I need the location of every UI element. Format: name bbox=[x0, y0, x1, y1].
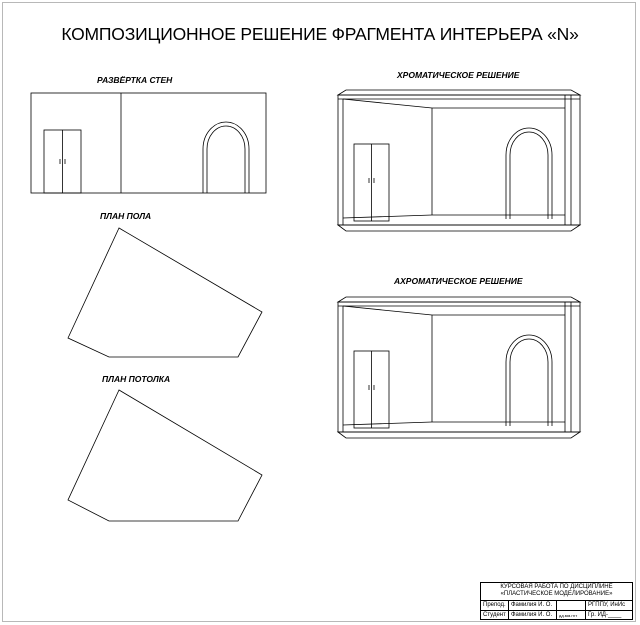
university: РГППУ, ИнИс bbox=[588, 602, 626, 608]
room-outline bbox=[338, 302, 580, 432]
arch-doorway-icon bbox=[506, 335, 552, 426]
course-line-1: КУРСОВАЯ РАБОТА ПО ДИСЦИПЛИНЕ bbox=[500, 584, 613, 590]
achromatic-solution-label: АХРОМАТИЧЕСКОЕ РЕШЕНИЕ bbox=[394, 276, 523, 286]
teacher-date-cell bbox=[557, 601, 586, 610]
arch-doorway-icon bbox=[203, 122, 249, 193]
student-role: Студент bbox=[481, 611, 509, 620]
student-name: Фамилия И. О. bbox=[509, 611, 557, 620]
floor-slab bbox=[338, 432, 580, 438]
ceiling-plan-polygon bbox=[68, 390, 262, 521]
ceiling-plan-label: ПЛАН ПОТОЛКА bbox=[102, 374, 171, 384]
room-outline bbox=[338, 95, 580, 225]
door-icon bbox=[44, 130, 81, 193]
back-wall-top-left bbox=[343, 306, 432, 315]
chromatic-solution-label: ХРОМАТИЧЕСКОЕ РЕШЕНИЕ bbox=[397, 70, 520, 80]
ceiling-slab bbox=[338, 90, 580, 95]
floor-plan-label: ПЛАН ПОЛА bbox=[100, 211, 152, 221]
wall-development-label: РАЗВЁРТКА СТЕН bbox=[97, 75, 173, 85]
achromatic-room-perspective bbox=[338, 297, 580, 438]
title-block-stamp bbox=[480, 582, 633, 620]
back-wall-top-left bbox=[343, 99, 432, 108]
chromatic-room-perspective bbox=[338, 90, 580, 231]
submission-date: дд.мм.гггг bbox=[557, 611, 586, 620]
teacher-name: Фамилия И. О. bbox=[509, 601, 557, 610]
door-icon bbox=[354, 144, 389, 221]
wall-development-drawing bbox=[31, 93, 266, 193]
teacher-role: Препод. bbox=[481, 601, 509, 610]
door-icon bbox=[354, 351, 389, 428]
course-title bbox=[481, 584, 632, 598]
wall-development-outline bbox=[31, 93, 266, 193]
floor-slab bbox=[338, 225, 580, 231]
arch-doorway-icon bbox=[506, 128, 552, 219]
group-number: Гр. ИД-____ bbox=[588, 612, 622, 618]
course-line-2: «ПЛАСТИЧЕСКОЕ МОДЕЛИРОВАНИЕ» bbox=[500, 591, 613, 597]
ceiling-slab bbox=[338, 297, 580, 302]
stamp-row-teacher bbox=[481, 600, 632, 610]
page-title: КОМПОЗИЦИОННОЕ РЕШЕНИЕ ФРАГМЕНТА ИНТЕРЬЕРА «N» bbox=[61, 24, 579, 44]
floor-plan-polygon bbox=[68, 228, 262, 357]
stamp-row-student bbox=[481, 610, 632, 620]
